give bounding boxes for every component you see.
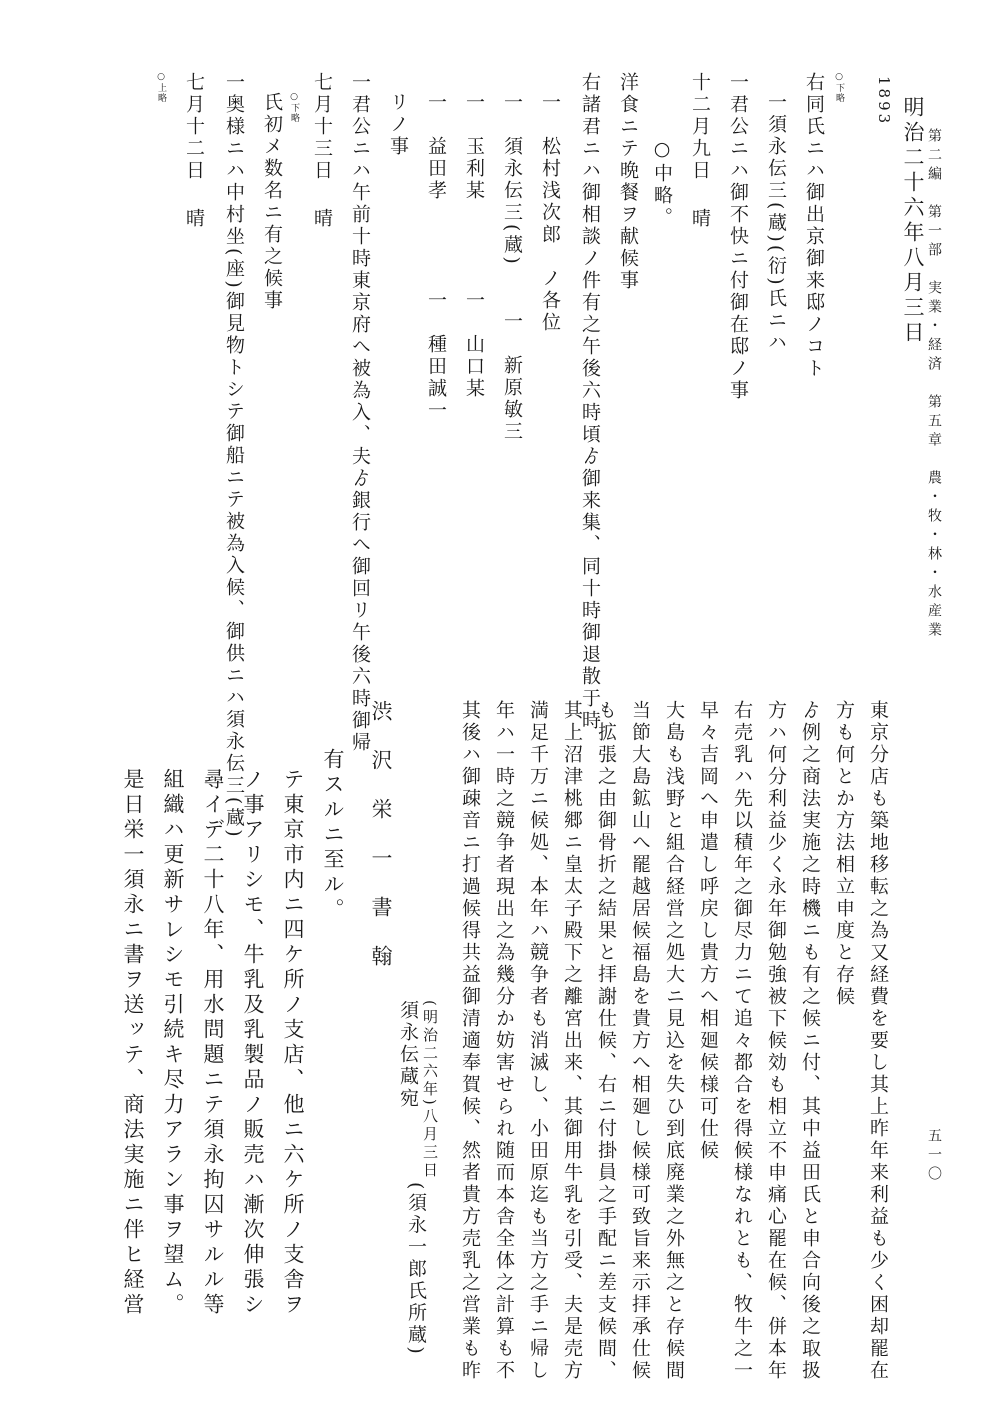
- diary-line: 右諸君ニハ御相談ノ件有之午後六時頃ゟ御来集、同十時御退散于時: [579, 72, 601, 732]
- narrative-line: ノ事アリシモ、牛乳及乳製品ノ販売ハ漸次伸張シ: [241, 768, 265, 1318]
- letter-line: 方も何とか方法相立申度と存候: [833, 700, 855, 1008]
- date-text: 七月十三日: [311, 72, 333, 182]
- letter-line: 方ハ何分利益少く永年御勉強被下候効も相立不申痛心罷在候、併本年: [765, 700, 787, 1382]
- letter-line: ゟ例之商法実施之時機ニも有之候ニ付、其中益田氏と申合向後之取扱: [799, 700, 821, 1382]
- weather: 晴: [183, 208, 205, 230]
- diary-line: 一奥様ニハ中村坐(座)御見物トシテ御船ニテ被為入候、御供ニハ須永伝三(蔵): [223, 72, 245, 840]
- note-omitted-above: ○上略: [156, 72, 166, 103]
- date-text: 十二月九日: [689, 72, 711, 182]
- note-omitted-middle: ○中略。: [651, 138, 673, 229]
- page-number: 五一〇: [926, 1128, 942, 1185]
- note-omitted-below: ○下略: [834, 72, 844, 103]
- diary-date-jul12: [184, 72, 203, 230]
- letter-line: 右売乳ハ先以積年之御尽力ニて追々都合を得候様なれとも、牧牛之一: [731, 700, 753, 1382]
- weather: 晴: [689, 208, 711, 230]
- date-text: 七月十二日: [183, 72, 205, 182]
- letter-date-note: (明治二六年)八月三日: [421, 1000, 439, 1180]
- attendee-row: 一 玉利某 一 山口某: [463, 92, 485, 400]
- letter-line: 満足千万ニ候処、本年ハ競争者も消滅し、小田原迄も当方之手ニ帰し: [527, 700, 549, 1382]
- diary-line: 一君公ニハ御不快ニ付御在邸ノ事: [727, 72, 749, 402]
- attendee-row: 一 益田孝 一 種田誠一: [425, 92, 447, 422]
- diary-line: 一君公ニハ午前十時東京府へ被為入、夫ゟ銀行へ御回リ午後六時御帰: [349, 72, 371, 754]
- narrative-line: テ東京市内ニ四ケ所ノ支店、他ニ六ケ所ノ支舎ヲ: [281, 768, 305, 1318]
- narrative-line: 有スルニ至ル。: [321, 748, 345, 923]
- narrative-line: 組織ハ更新サレシモ引続キ尽力アラン事ヲ望ム。: [161, 768, 185, 1318]
- letter-line: 大島も浅野と組合経営之処大ニ見込を失ひ到底廃業之外無之と存候間: [663, 700, 685, 1382]
- diary-line: 一須永伝三(蔵)(衍)氏ニハ: [765, 92, 787, 354]
- year-ad: 1893: [875, 76, 893, 127]
- attendee-row: 一 松村浅次郎 ノ各位: [539, 92, 561, 334]
- note-omitted-below: ○下略: [289, 92, 299, 123]
- letter-line: 其上沼津桃郷ニ皇太子殿下之離宮出来、其御用牛乳を引受、夫是売方: [561, 700, 583, 1382]
- diary-date-jul13: [312, 72, 331, 230]
- letter-line: 当節大島鉱山へ罷越居候福島を貴方へ相廻し候様可致旨来示拝承仕候: [629, 700, 651, 1382]
- letter-addressee: 須永伝蔵宛: [397, 1000, 419, 1110]
- running-header: 第二編 第一部 実業・経済 第五章 農・牧・林・水産業: [926, 128, 942, 641]
- letter-line: 早々吉岡へ申遣し呼戻し貴方へ相廻候様可仕候: [697, 700, 719, 1162]
- attendee-row: 一 須永伝三(蔵) 一 新原敏三: [501, 92, 523, 443]
- diary-line: 氏初メ数名ニ有之候事: [261, 92, 283, 312]
- narrative-line: 尋イデ二十八年、用水問題ニテ須永拘囚サルル等: [201, 768, 225, 1318]
- diary-line: 右同氏ニハ御出京御来邸ノコト: [803, 72, 825, 380]
- letter-line: も拡張之由御骨折之結果と拝謝仕候、右ニ付掛員之手配ニ差支候間、: [595, 700, 617, 1382]
- letter-line: 年ハ一時之競争者現出之為幾分か妨害せられ随而本舎全体之計算も不: [493, 700, 515, 1382]
- narrative-line: 是日栄一須永ニ書ヲ送ッテ、商法実施ニ伴ヒ経営: [121, 768, 145, 1318]
- letter-line: 東京分店も築地移転之為又経費を要し其上昨年来利益も少く困却罷在: [867, 700, 889, 1382]
- diary-line: リノ事: [387, 92, 409, 158]
- weather: 晴: [311, 208, 333, 230]
- diary-line: 洋食ニテ晩餐ヲ献候事: [617, 72, 639, 292]
- letter-title: 渋沢栄一書翰: [369, 700, 393, 994]
- letter-source: (須永一郎氏所蔵): [405, 1182, 427, 1357]
- letter-date-heading: 明治二十六年八月三日: [901, 96, 925, 346]
- diary-date-dec9: [690, 72, 709, 230]
- letter-line: 其後ハ御疎音ニ打過候得共益御清適奉賀候、然者貴方売乳之営業も昨: [459, 700, 481, 1382]
